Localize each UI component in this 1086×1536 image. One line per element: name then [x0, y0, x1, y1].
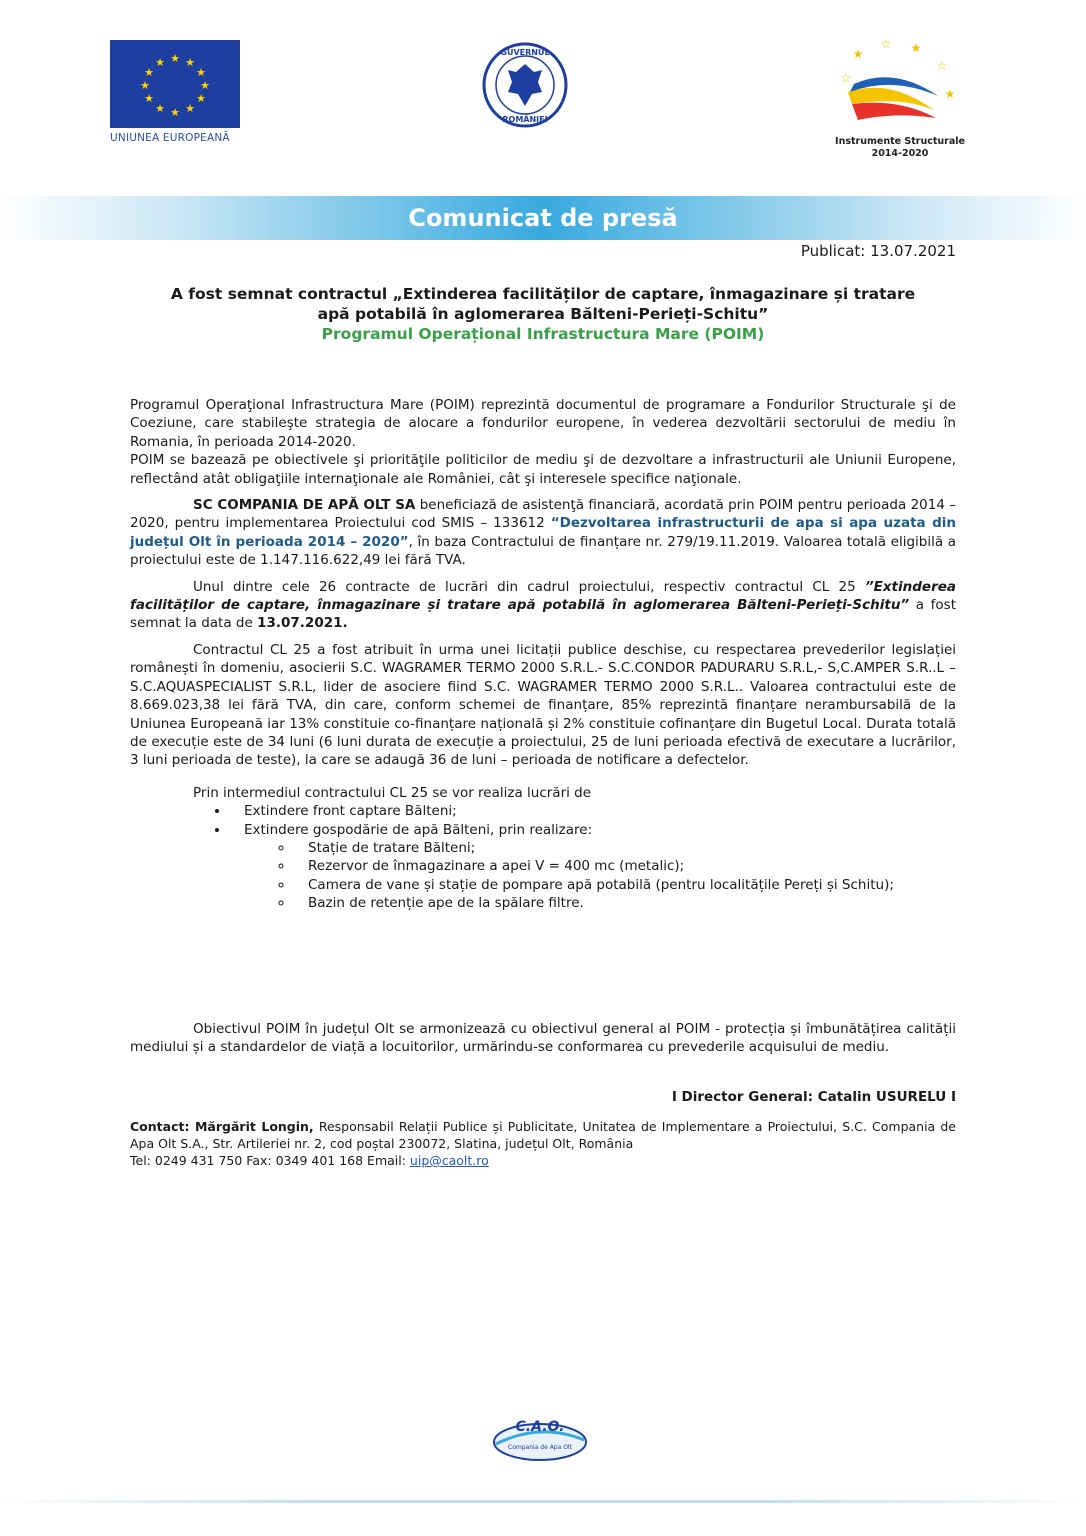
works-list: [130, 802, 956, 912]
signing-date: 13.07.2021.: [257, 615, 348, 632]
list-item-label: Extindere gospodărie de apă Bălteni, prin realizare:: [244, 821, 593, 838]
contact-name: Mărgărit Longin,: [194, 1119, 314, 1134]
sublist-item: ◦ Rezervor de înmagazinare a apei V = 400 mc (metalic);: [294, 857, 956, 875]
footer-divider: [0, 1500, 1086, 1503]
paragraph-contract-signed: [130, 578, 956, 633]
is-caption-years: 2014-2020: [871, 148, 929, 159]
paragraph-works-intro: Prin intermediul contractului CL 25 se vor realiza lucrări de: [193, 784, 592, 801]
title-banner: [0, 196, 1086, 240]
structural-instruments-logo: [830, 40, 970, 160]
contact-label: Contact:: [130, 1119, 195, 1134]
list-item: [230, 821, 956, 913]
project-name: “Dezvoltarea infrastructurii de apa si apa uzata din județul Olt în perioada 2014 – 2020”: [130, 515, 956, 550]
contact-details: Responsabil Relații Publice și Publicitate, Unitatea de Implementare a Proiectului, S.C. Compania de Apa Olt S.A., Str. Artileriei nr. 2, cod poștal 230072, Slatina, județul Olt, România: [130, 1119, 956, 1151]
headline-line-2: apă potabilă în aglomerarea Bălteni-Perieți-Schitu”: [317, 305, 769, 323]
eu-caption: UNIUNEA EUROPEANĂ: [110, 132, 230, 144]
svg-text:★: ★: [200, 79, 210, 92]
financing-text-a: beneficiază de asistenţă financiară, acordată prin POIM pentru perioada 2014 – 2020, pentru implementarea Proiectului cod SMIS – 133612: [130, 497, 956, 532]
paragraph-financing: [130, 496, 956, 570]
eu-logo: [110, 40, 240, 144]
cao-logo: [490, 1414, 590, 1464]
structural-instruments-icon: [830, 40, 970, 132]
contract-text-a: Unul dintre cele 26 contracte de lucrări din cadrul proiectului, respectiv contractul CL 25: [193, 578, 865, 595]
is-caption-title: Instrumente Structurale: [835, 136, 965, 147]
headline-line-1: A fost semnat contractul „Extinderea facilităților de captare, înmagazinare și tratare: [170, 285, 916, 303]
contract-text-b: a fost semnat la data de: [130, 597, 956, 632]
svg-text:★: ★: [170, 52, 180, 65]
cao-logo-subtext: Compania de Apa Olt: [508, 1444, 572, 1451]
financing-text-b: , în baza Contractului de finanțare nr. 279/19.11.2019. Valoarea totală eligibilă a proiectului este de 1.147.116.622,49 lei fără TVA.: [130, 533, 956, 569]
svg-text:☆: ☆: [936, 59, 948, 73]
eu-flag-icon: [110, 40, 240, 128]
paragraph-objective: Obiectivul POIM în județul Olt se armonizează cu obiectivul general al POIM - protecția și îmbunătățirea calității mediului și a standardelor de viață a locuitorilor, urmărindu-se conformarea cu prevederile acquisului de mediu.: [130, 1021, 956, 1056]
sublist-item: ◦ Bazin de retenție ape de la spălare filtre.: [294, 894, 956, 912]
published-date: Publicat: 13.07.2021: [800, 242, 956, 260]
svg-text:★: ★: [155, 56, 165, 69]
svg-text:★: ★: [185, 102, 195, 115]
svg-text:★: ★: [144, 66, 154, 79]
sublist-item: ◦ Stație de tratare Bălteni;: [294, 839, 956, 857]
svg-text:ROMÂNIEI: ROMÂNIEI: [502, 115, 548, 124]
list-item: • Extindere front captare Bălteni;: [230, 802, 956, 820]
svg-text:★: ★: [144, 92, 154, 105]
svg-text:★: ★: [196, 92, 206, 105]
svg-text:★: ★: [910, 41, 922, 55]
works-sublist: [244, 839, 956, 913]
svg-text:★: ★: [944, 87, 956, 101]
headline: [130, 284, 956, 344]
svg-text:★: ★: [196, 66, 206, 79]
paragraph-poim-intro: Programul Operaţional Infrastructura Mare (POIM) reprezintă documentul de programare a Fondurilor Structurale şi de Coeziune, care stabileşte strategia de alocare a fondurilor europene, în vederea dezvoltării sectorului de mediu în Romania, în perioada 2014-2020.: [130, 397, 956, 450]
svg-text:★: ★: [185, 56, 195, 69]
closing-section: [130, 1020, 956, 1065]
paragraph-poim-objectives: POIM se bazează pe obiectivele şi priorităţile politicilor de mediu şi de dezvoltare a infrastructurii ale Uniunii Europene, reflectând atât obligaţiile internaţionale ale României, cât şi interesele specifice naţionale.: [130, 452, 956, 487]
government-seal-icon: [482, 42, 568, 128]
svg-text:★: ★: [852, 47, 864, 61]
paragraph-contract-details: Contractul CL 25 a fost atribuit în urma unei licitații publice deschise, cu respectarea prevederilor legislației românești în domeniu, asocierii S.C. WAGRAMER TERMO 2000 S.R.L.- S.C.CONDOR PADURARU S.R.L,- S,C.AMPER S.R..L – S.C.AQUASPECIALIST S.R.L, lider de asociere fiind S.C. WAGRAMER TERMO 2000 S.R.L.. Valoarea contractului este de 8.669.023,38 lei fără TVA, din care, conform schemei de finanțare, 85% reprezintă finanțare nerambursabilă de la Uniunea Europeană iar 13% constituie co-finanțare națională și 2% constituie cofinanțare din Bugetul Local. Durata totală de execuție este de 34 luni (6 luni durata de execuție a proiectului, 25 de luni perioada efectivă de executare a lucrărilor, 3 luni perioada de teste), la care se adaugă 36 de luni – perioada de notificare a defectelor.: [130, 641, 956, 769]
svg-text:GUVERNUL: GUVERNUL: [500, 48, 550, 57]
svg-text:★: ★: [170, 106, 180, 119]
svg-text:★: ★: [155, 102, 165, 115]
signature: I Director General: Catalin USURELU I: [671, 1089, 956, 1105]
body-section: [130, 396, 956, 913]
svg-text:☆: ☆: [840, 71, 852, 85]
svg-text:★: ★: [140, 79, 150, 92]
page-title: Comunicat de presă: [408, 204, 678, 232]
svg-text:☆: ☆: [880, 40, 892, 51]
sublist-item: ◦ Camera de vane și stație de pompare apă potabilă (pentru localitățile Pereți și Schitu);: [294, 876, 956, 894]
program-name: Programul Operațional Infrastructura Mare (POIM): [321, 325, 765, 343]
contact-email-link[interactable]: uip@caolt.ro: [409, 1153, 489, 1168]
cao-logo-text: C.A.O.: [515, 1419, 565, 1435]
contact-block: [130, 1118, 956, 1169]
contract-title: ”Extinderea facilităților de captare, înmagazinare și tratare apă potabilă în aglomerarea Bălteni-Perieți-Schitu”: [130, 578, 956, 614]
company-name: SC COMPANIA DE APĂ OLT SA: [193, 497, 416, 514]
contact-phones: Tel: 0249 431 750 Fax: 0349 401 168 Email:: [130, 1153, 410, 1168]
